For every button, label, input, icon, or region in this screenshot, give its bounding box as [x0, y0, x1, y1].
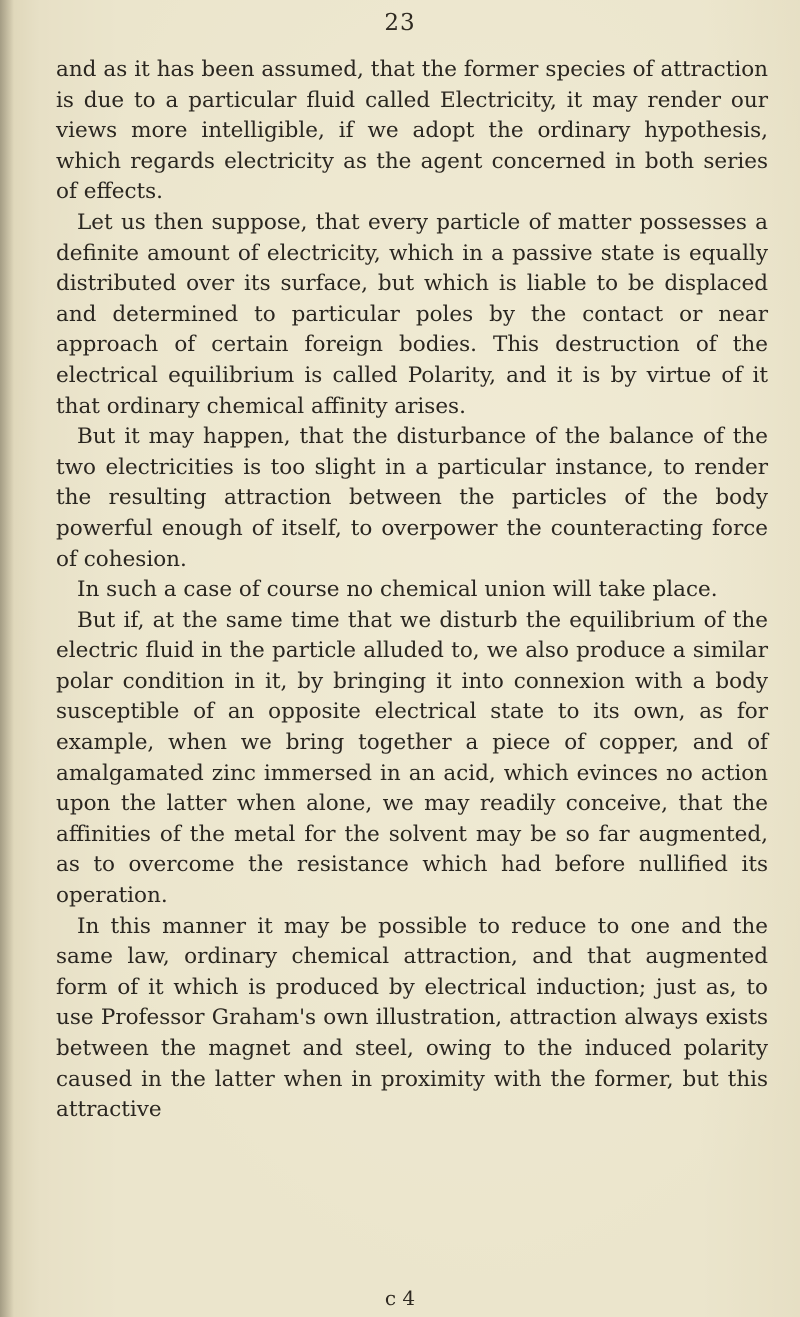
paragraph-3: But it may happen, that the disturbance of the balance of the two electricities is too slight in a particular instance, to render the resulting attraction between the particles of the body powerful enough of itself, to overpower the counteracting force of cohesion. [56, 424, 768, 572]
paragraph-2: Let us then suppose, that every particle of matter possesses a definite amount of electricity, which in a passive state is equally distributed over its surface, but which is liable to be displaced and determined to particular poles by the contact or near approach of certain foreign bodies. This destruction of the electrical equilibrium is called Polarity, and it is by virtue of it that ordinary chemical affinity arises. [56, 209, 768, 419]
spine-shadow [0, 0, 14, 1317]
paragraph-5: But if, at the same time that we disturb the equilibrium of the electric fluid in the particle alluded to, we also produce a similar polar condition in it, by bringing it into connexion with a body susceptible of an opposite electrical state to its own, as for example, when we bring together a piece of copper, and of amalgamated zinc immersed in an acid, which evinces no action upon the latter when alone, we may readily conceive, that the affinities of the metal for the solvent may be so far augmented, as to overcome the resistance which had before nullified its operation. [56, 607, 768, 909]
body-text [56, 55, 768, 1126]
paragraph-6: In this manner it may be possible to reduce to one and the same law, ordinary chemical attraction, and that augmented form of it which is produced by electrical induction; just as, to use Professor Graham's own illustration, attraction always exists between the magnet and steel, owing to the induced polarity caused in the latter when in proximity with the former, but this attractive [56, 913, 768, 1123]
page-number: 23 [384, 10, 416, 36]
signature-mark: c 4 [384, 1286, 416, 1310]
paragraph-1: and as it has been assumed, that the former species of attraction is due to a particular fluid called Electricity, it may render our views more intelligible, if we adopt the ordinary hypothesis, which regards electricity as the agent concerned in both series of effects. [56, 57, 768, 205]
paragraph-4: In such a case of course no chemical union will take place. [77, 577, 718, 603]
